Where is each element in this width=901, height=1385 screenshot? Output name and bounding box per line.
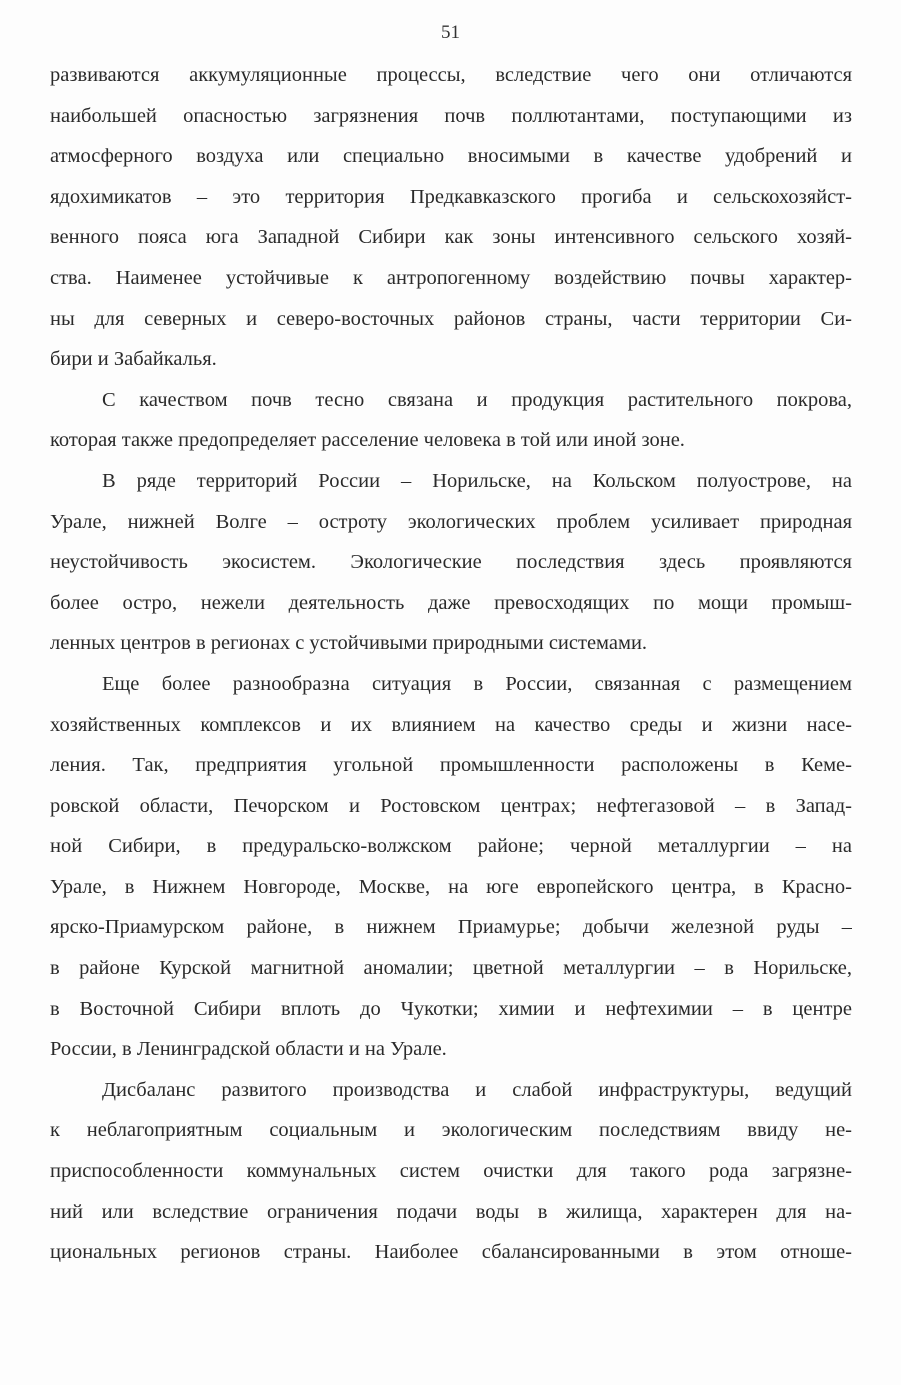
text-line: более остро, нежели деятельность даже превосходящих по мощи промыш-	[50, 591, 852, 614]
page-number: 51	[441, 22, 460, 43]
text-line: С качеством почв тесно связана и продукция растительного покрова,	[102, 388, 852, 411]
text-line: Урале, нижней Волге – остроту экологических проблем усиливает природная	[50, 510, 852, 533]
text-line: ний или вследствие ограничения подачи воды в жилища, характерен для на-	[50, 1200, 852, 1223]
paragraph-5	[50, 1070, 852, 1273]
text-line: развиваются аккумуляционные процессы, вследствие чего они отличаются	[50, 64, 852, 86]
text-line: бири и Забайкалья.	[50, 348, 217, 371]
text-line: наибольшей опасностью загрязнения почв поллютантами, поступающими из	[50, 104, 852, 127]
text-line: неустойчивость экосистем. Экологические последствия здесь проявляются	[50, 551, 852, 574]
text-line: ства. Наименее устойчивые к антропогенному воздействию почвы характер-	[50, 266, 852, 289]
body-text	[50, 55, 852, 1273]
text-line: ярско-Приамурском районе, в нижнем Приамурье; добычи железной руды –	[50, 916, 852, 939]
text-line: ны для северных и северо-восточных районов страны, части территории Си-	[50, 307, 852, 330]
text-line: ядохимикатов – это территория Предкавказского прогиба и сельскохозяйст-	[50, 185, 852, 208]
text-line: ной Сибири, в предуральско-волжском районе; черной металлургии – на	[50, 835, 852, 858]
paragraph-1	[50, 55, 852, 380]
text-line: В ряде территорий России – Норильске, на Кольском полуострове, на	[102, 469, 852, 492]
text-line: в Восточной Сибири вплоть до Чукотки; химии и нефтехимии – в центре	[50, 997, 852, 1020]
text-line: венного пояса юга Западной Сибири как зоны интенсивного сельского хозяй-	[50, 226, 852, 249]
text-line: Еще более разнообразна ситуация в России, связанная с размещением	[102, 672, 852, 695]
text-line: ления. Так, предприятия угольной промышленности расположены в Кеме-	[50, 754, 852, 777]
text-line: приспособленности коммунальных систем очистки для такого рода загрязне-	[50, 1160, 852, 1183]
text-line: России, в Ленинградской области и на Урале.	[50, 1038, 447, 1061]
text-line: ровской области, Печорском и Ростовском центрах; нефтегазовой – в Запад-	[50, 794, 852, 817]
text-line: Урале, в Нижнем Новгороде, Москве, на юге европейского центра, в Красно-	[50, 875, 852, 898]
text-line: ленных центров в регионах с устойчивыми природными системами.	[50, 632, 648, 655]
text-line: циональных регионов страны. Наиболее сбалансированными в этом отноше-	[50, 1241, 852, 1264]
text-line: которая также предопределяет расселение человека в той или иной зоне.	[50, 429, 685, 452]
paragraph-2	[50, 380, 852, 461]
text-line: атмосферного воздуха или специально вносимыми в качестве удобрений и	[50, 145, 852, 168]
text-line: к неблагоприятным социальным и экологическим последствиям ввиду не-	[50, 1119, 852, 1142]
paragraph-4	[50, 664, 852, 1070]
text-line: хозяйственных комплексов и их влиянием на качество среды и жизни насе-	[50, 713, 852, 736]
text-line: Дисбаланс развитого производства и слабой инфраструктуры, ведущий	[102, 1078, 852, 1101]
text-line: в районе Курской магнитной аномалии; цветной металлургии – в Норильске,	[50, 957, 852, 980]
paragraph-3	[50, 461, 852, 664]
